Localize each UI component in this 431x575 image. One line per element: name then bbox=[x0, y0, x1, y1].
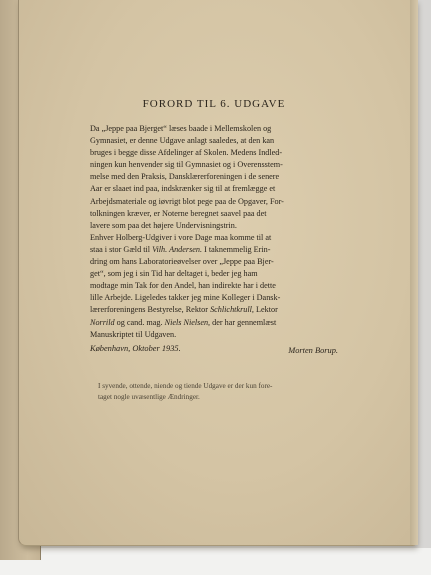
place-date: København, Oktober 1935. bbox=[90, 343, 181, 353]
text-run: Lektor bbox=[253, 305, 278, 315]
italic-name: Niels Nielsen, bbox=[164, 317, 211, 327]
text-run: staa i stor Gæld til bbox=[90, 244, 153, 254]
edition-note bbox=[90, 381, 338, 403]
text-line: I syvende, ottende, niende og tiende Udgave er der kun fore- bbox=[98, 381, 273, 390]
page-title: FORORD TIL 6. UDGAVE bbox=[142, 98, 286, 110]
text-line: Enhver Holberg-Udgiver i vore Dage maa komme til at bbox=[90, 232, 272, 242]
text-line: get“, som jeg i sin Tid har deltaget i, beder jeg ham bbox=[90, 269, 258, 279]
text-line: lille Arbejde. Ligeledes takker jeg mine Kolleger i Dansk- bbox=[90, 293, 281, 303]
text-line: bruges i begge disse Afdelinger af Skolen. Medens Indled- bbox=[90, 148, 283, 158]
text-run: I taknemmelig Erin- bbox=[202, 244, 271, 254]
table-surface bbox=[0, 548, 431, 575]
page-content bbox=[90, 98, 338, 403]
paragraph-2 bbox=[90, 232, 338, 341]
text-run: lærerforeningens Bestyrelse, Rektor bbox=[90, 305, 211, 315]
text-line: lavere som paa det højere Undervisningstrin. bbox=[90, 220, 237, 230]
author-signature: Morten Borup. bbox=[288, 345, 338, 355]
text-line bbox=[90, 244, 338, 256]
text-line: taget nogle uvæsentlige Ændringer. bbox=[98, 392, 200, 401]
text-line: Gymnasiet, er denne Udgave anlagt saaledes, at den kan bbox=[90, 136, 275, 146]
italic-name: Schlichtkrull, bbox=[210, 305, 254, 315]
page-stack-edge bbox=[410, 0, 418, 545]
text-run: der har gennemlæst bbox=[210, 317, 277, 327]
paragraph-1 bbox=[90, 123, 338, 232]
text-line: Aar er slaaet ind paa, indskrænker sig til at fremlægge et bbox=[90, 184, 276, 194]
italic-name: Norrild bbox=[90, 317, 115, 327]
text-line: melse med den Praksis, Dansklærerforeningen i de senere bbox=[90, 172, 280, 182]
text-run: og cand. mag. bbox=[114, 317, 165, 327]
text-line: Arbejdsmateriale og iøvrigt blot pege paa de Opgaver, For- bbox=[90, 196, 284, 206]
text-line bbox=[90, 304, 338, 316]
italic-name: Vilh. Andersen. bbox=[152, 244, 203, 254]
text-line: dring om hans Laboratorieøvelser over „Jeppe paa Bjer- bbox=[90, 257, 274, 267]
text-line: ningen kun henvender sig til Gymnasiet og i Overensstem- bbox=[90, 160, 283, 170]
text-line: modtage min Tak for den Andel, han indirekte har i dette bbox=[90, 281, 276, 291]
signature-row bbox=[90, 344, 338, 358]
text-line: Manuskriptet til Udgaven. bbox=[90, 329, 177, 339]
text-line bbox=[90, 317, 338, 329]
text-line: tolkningen kræver, er Noterne beregnet saavel paa det bbox=[90, 208, 267, 218]
text-line: Da „Jeppe paa Bjerget“ læses baade i Mellemskolen og bbox=[90, 124, 272, 133]
